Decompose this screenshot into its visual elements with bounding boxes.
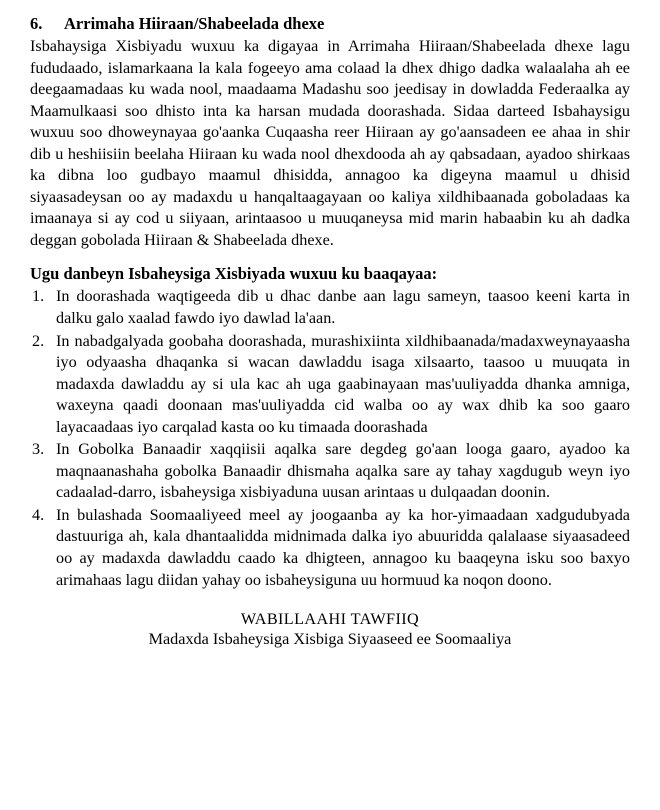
list-item: In doorashada waqtigeeda dib u dhac danbe aan lagu sameyn, taasoo keeni karta in dalku galo xaalad fawdo iyo dawlad la'aan. bbox=[56, 287, 630, 328]
list-item: In nabadgalyada goobaha doorashada, murashixiinta xildhibaanada/madaxweynayaasha iyo odyaasha dhaqanka si wacan dawladdu isaga xilsaarto, taasoo u muuqata in madaxda dawladdu ay si ula kac ah uga gaabinayaan mas'uuliyadda dhanka amniga, waxeyna qaadi doonaan mas'uuliyadda cid walba oo ay wax dhib ka soo gaaro layacaadaas iyo carqalad kasta oo ku timaada doorashada bbox=[56, 331, 630, 436]
demands-list bbox=[30, 286, 630, 591]
closing-salutation: WABILLAAHI TAWFIIQ bbox=[240, 610, 420, 629]
closing-signature: Madaxda Isbaheysiga Xisbiga Siyaaseed ee Soomaaliya bbox=[148, 630, 512, 649]
section-heading bbox=[30, 14, 630, 34]
list-item: In bulashada Soomaaliyeed meel ay joogaanba ay ka hor-yimaadaan xadgudubyada dastuuriga ah, kala dhantaalidda midnimada dalka iyo abuuridda qalalaase siyaasadeed oo ay madaxda dawladdu caado ka dhigteen, annagoo ku baaqeyna isku soo baxyo arimahaas lagu diidan yahay oo isbaheysiguna uu hormuud ka noqon doono. bbox=[56, 505, 630, 589]
section-number: 6. bbox=[30, 14, 43, 33]
section-title: Arrimaha Hiiraan/Shabeelada dhexe bbox=[64, 14, 325, 33]
intro-paragraph: Isbahaysiga Xisbiyadu wuxuu ka digayaa in Arrimaha Hiiraan/Shabeelada dhexe lagu fududaado, islamarkaana la kala fogeeyo ama colaad la dhex dhigo dadka walaalaha ah ee deegaamadaas ku wada nool, maadaama Madashu soo jeedisay in dowladda Federaalka ay Maamulkaasi soo dhisto inta ka harsan mudada doorashada. Sidaa darteed Isbahaysigu wuxuu soo dhoweynayaa go'aanka Cuqaasha reer Hiiraan ay go'aansadeen ee ahaa in shir dib u heshiisiin beelaha Hiiraan ku wada nool dhexdooda ah ay qabsadaan, ayadoo shirkaas ka dibna loo gudbayo maamul dhisidda, annagoo ka digeyna maamul u dhisid siyaasadeysan oo ay madaxdu u hanqaltaagayaan oo kaliya xildhibaanada goboladaas ka imaanaya si ay cod u siiyaan, arintaasoo u muuqaneysa mid marin habaabin ku ah dadka deggan gobolada Hiiraan & Shabeelada dhexe. bbox=[30, 37, 630, 249]
closing-block bbox=[30, 610, 630, 649]
list-item: In Gobolka Banaadir xaqqiisii aqalka sare degdeg go'aan looga gaaro, ayadoo ka maqnaanashaha gobolka Banaadir dhismaha aqalka sare ay tahay xagdugub weyn iyo cadaalad-darro, isbaheysiga xisbiyaduna uusan arintaas u dulqaadan doonin. bbox=[56, 440, 630, 502]
demands-heading: Ugu danbeyn Isbaheysiga Xisbiyada wuxuu ku baaqayaa: bbox=[30, 264, 438, 284]
